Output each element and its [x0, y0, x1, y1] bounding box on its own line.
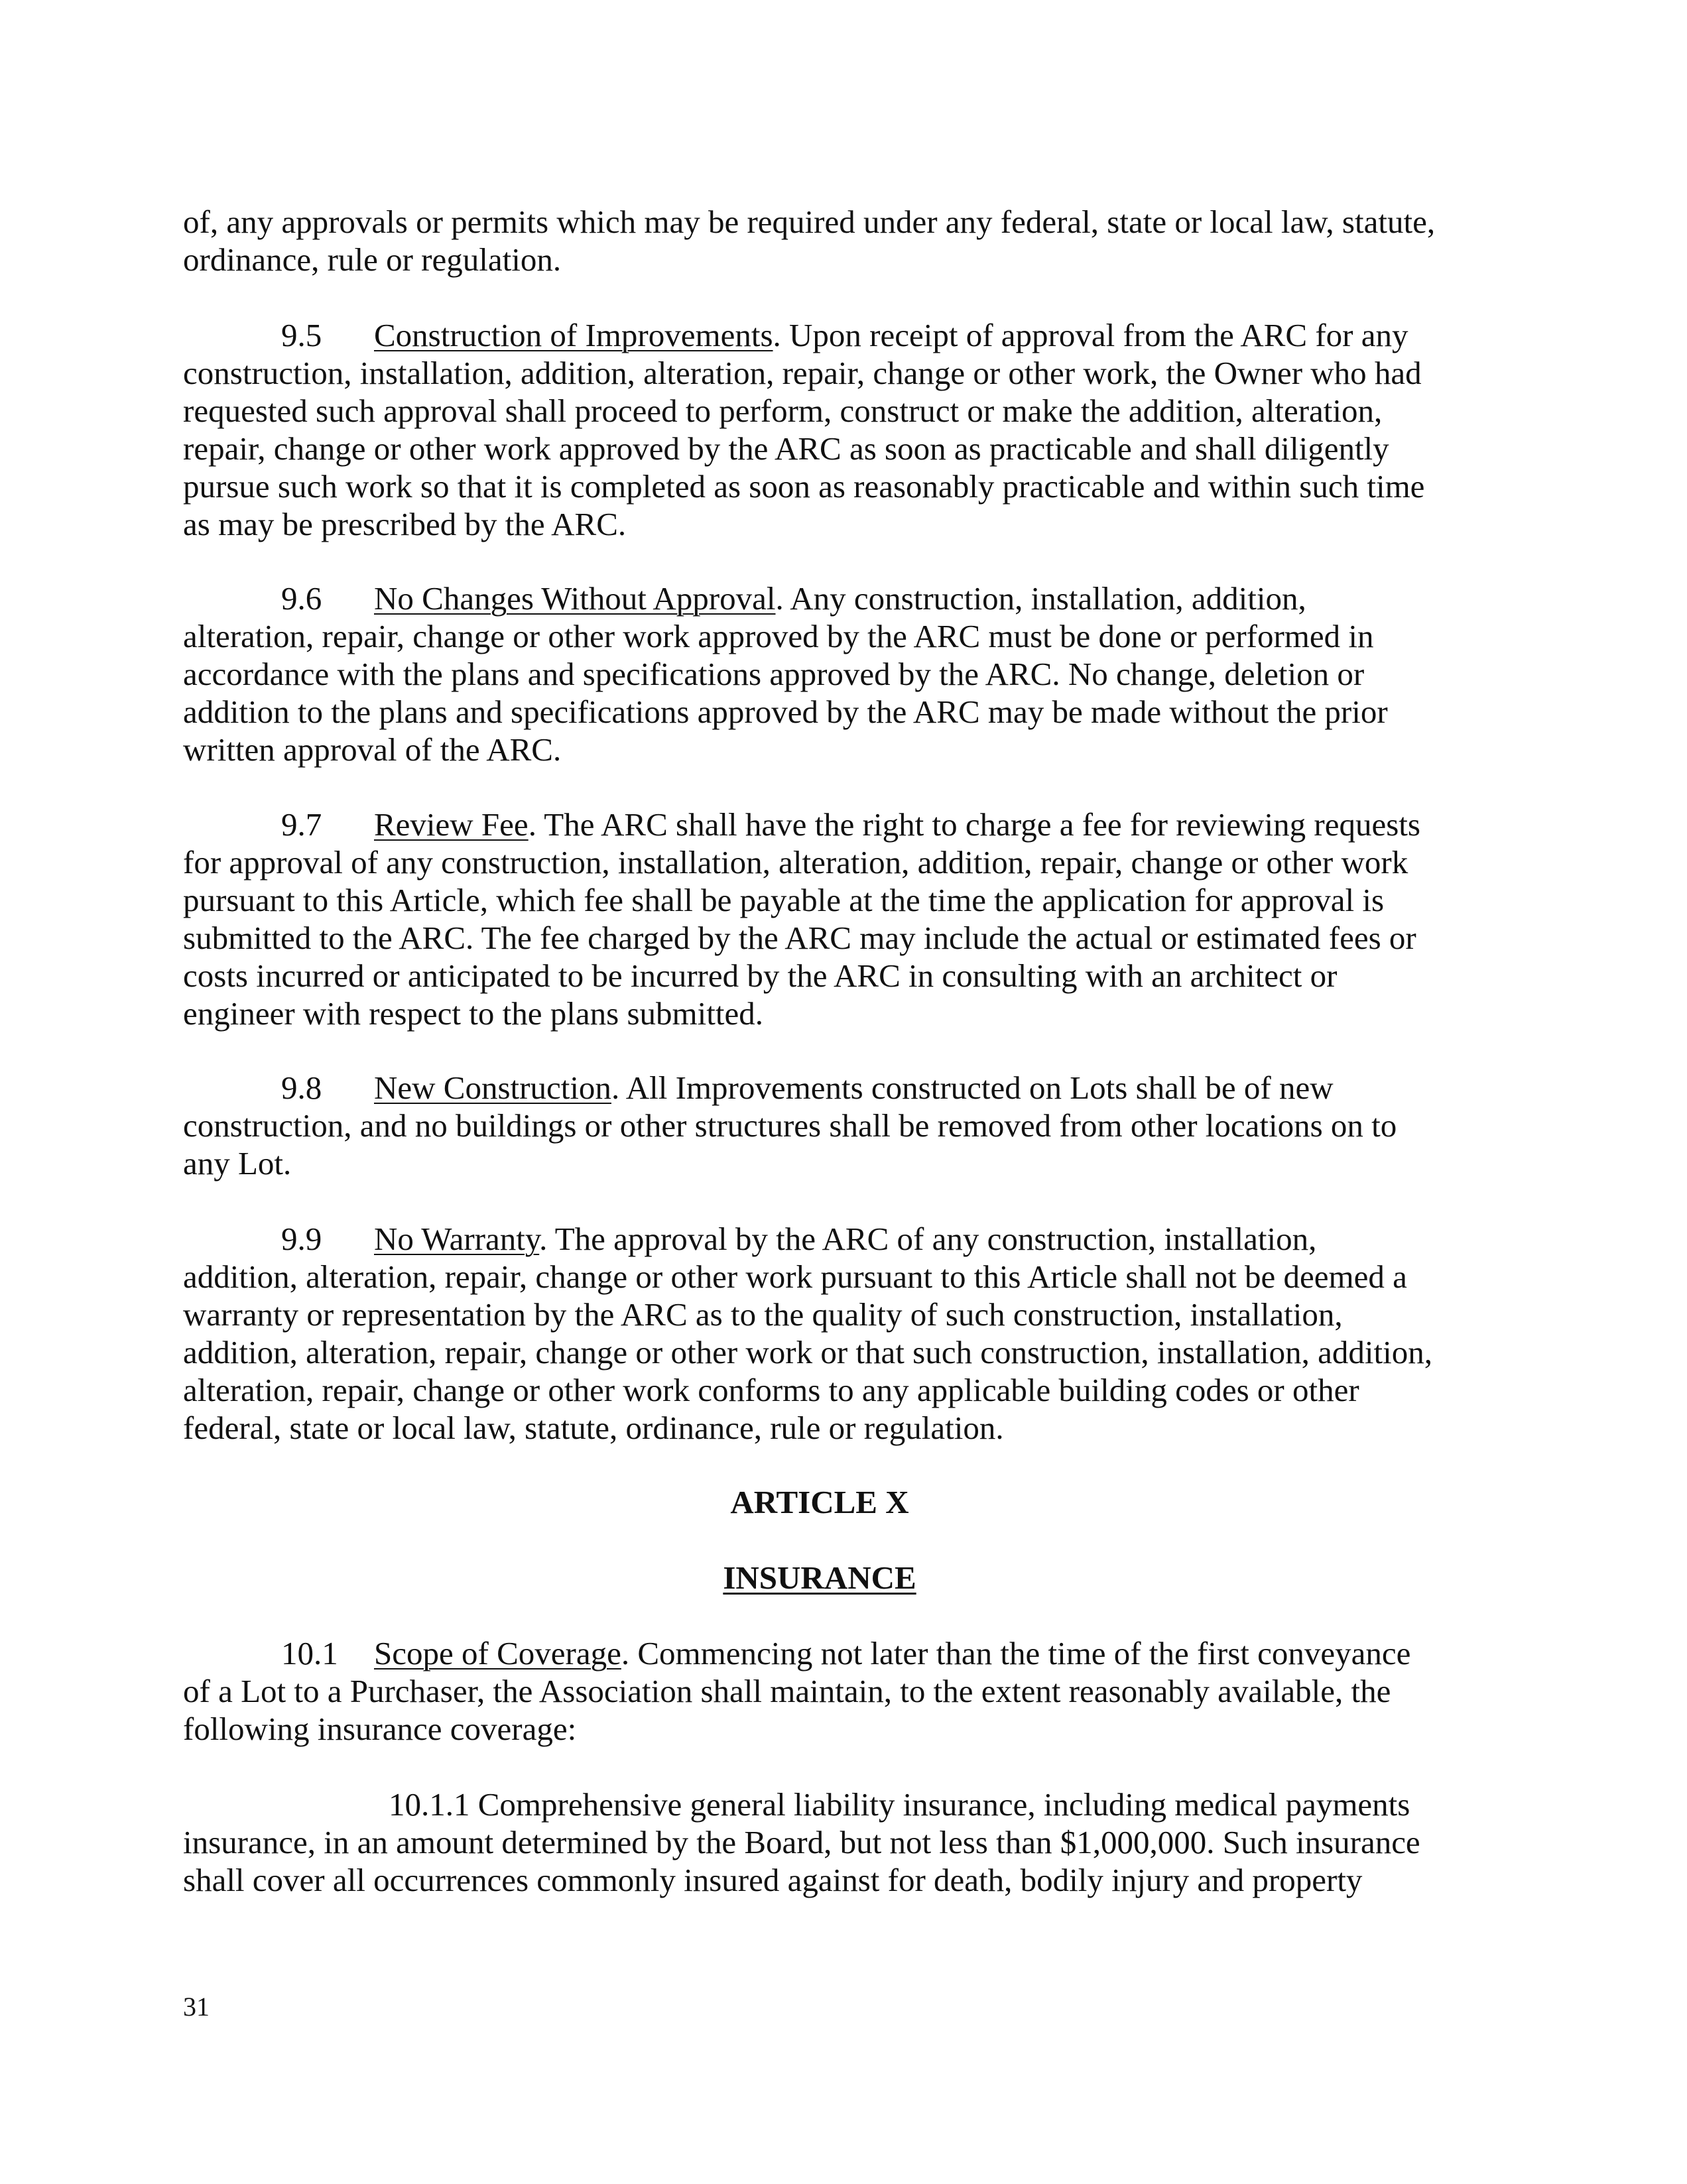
page-number: 31: [183, 1992, 210, 2022]
section-10-1: [183, 1634, 1456, 1748]
section-line: for approval of any construction, installation, alteration, addition, repair, change or other work: [183, 844, 1408, 880]
section-line: of a Lot to a Purchaser, the Association shall maintain, to the extent reasonably available, the: [183, 1673, 1391, 1709]
article-title: [183, 1559, 1456, 1597]
section-first-line: . Upon receipt of approval from the ARC for any: [773, 317, 1408, 353]
section-first-line: . The approval by the ARC of any construction, installation,: [539, 1221, 1317, 1257]
section-line: addition to the plans and specifications approved by the ARC may be made without the prior: [183, 694, 1388, 730]
section-line: construction, installation, addition, alteration, repair, change or other work, the Owner who had: [183, 355, 1422, 391]
section-first-line: . Commencing not later than the time of the first conveyance: [621, 1635, 1411, 1671]
section-first-line: . Any construction, installation, addition,: [775, 580, 1306, 617]
section-line: addition, alteration, repair, change or other work pursuant to this Article shall not be deemed a: [183, 1258, 1407, 1295]
section-line: requested such approval shall proceed to perform, construct or make the addition, alteration,: [183, 393, 1383, 429]
section-line: addition, alteration, repair, change or other work or that such construction, installation, addition,: [183, 1334, 1433, 1370]
section-9-6: [183, 579, 1456, 768]
subsection-first-line: 10.1.1 Comprehensive general liability insurance, including medical payments: [389, 1786, 1410, 1823]
section-first-line: . The ARC shall have the right to charge a fee for reviewing requests: [528, 806, 1420, 843]
subsection-line: insurance, in an amount determined by the Board, but not less than $1,000,000. Such insurance: [183, 1824, 1420, 1860]
section-line: written approval of the ARC.: [183, 731, 562, 768]
intro-line: ordinance, rule or regulation.: [183, 241, 562, 278]
section-title: Construction of Improvements: [374, 317, 773, 353]
section-9-8: [183, 1069, 1456, 1182]
section-line: as may be prescribed by the ARC.: [183, 506, 627, 542]
section-line: alteration, repair, change or other work conforms to any applicable building codes or other: [183, 1372, 1359, 1408]
section-line: following insurance coverage:: [183, 1711, 577, 1747]
section-line: costs incurred or anticipated to be incurred by the ARC in consulting with an architect or: [183, 957, 1338, 994]
section-title: No Warranty: [374, 1221, 540, 1257]
intro-paragraph: [183, 203, 1456, 278]
section-title: Scope of Coverage: [374, 1635, 621, 1671]
section-number: 9.5: [281, 317, 322, 353]
section-title: No Changes Without Approval: [374, 580, 776, 617]
section-number: 10.1: [281, 1635, 338, 1671]
section-number: 9.8: [281, 1069, 322, 1106]
subsection-line: shall cover all occurrences commonly insured against for death, bodily injury and property: [183, 1862, 1363, 1898]
section-line: federal, state or local law, statute, ordinance, rule or regulation.: [183, 1410, 1004, 1446]
section-title: Review Fee: [374, 806, 529, 843]
section-line: pursuant to this Article, which fee shall be payable at the time the application for approval is: [183, 882, 1385, 918]
section-9-9: [183, 1220, 1456, 1447]
section-line: any Lot.: [183, 1145, 292, 1182]
section-line: warranty or representation by the ARC as to the quality of such construction, installation,: [183, 1296, 1343, 1333]
section-line: submitted to the ARC. The fee charged by the ARC may include the actual or estimated fees or: [183, 920, 1416, 956]
section-10-1-1: [183, 1786, 1456, 1899]
section-line: repair, change or other work approved by the ARC as soon as practicable and shall diligently: [183, 430, 1389, 467]
section-title: New Construction: [374, 1069, 611, 1106]
section-number: 9.6: [281, 580, 322, 617]
section-first-line: . All Improvements constructed on Lots shall be of new: [611, 1069, 1334, 1106]
section-line: pursue such work so that it is completed as soon as reasonably practicable and within such time: [183, 468, 1425, 505]
section-line: construction, and no buildings or other structures shall be removed from other locations on to: [183, 1107, 1397, 1144]
intro-line: of, any approvals or permits which may be required under any federal, state or local law, statute,: [183, 204, 1436, 240]
section-line: engineer with respect to the plans submitted.: [183, 995, 763, 1032]
section-line: alteration, repair, change or other work approved by the ARC must be done or performed in: [183, 618, 1374, 654]
section-9-5: [183, 316, 1456, 543]
article-title-text: INSURANCE: [723, 1559, 916, 1596]
section-number: 9.7: [281, 806, 322, 843]
article-label: ARTICLE X: [730, 1484, 909, 1520]
section-line: accordance with the plans and specifications approved by the ARC. No change, deletion or: [183, 656, 1365, 692]
section-number: 9.9: [281, 1221, 322, 1257]
section-9-7: [183, 806, 1456, 1032]
